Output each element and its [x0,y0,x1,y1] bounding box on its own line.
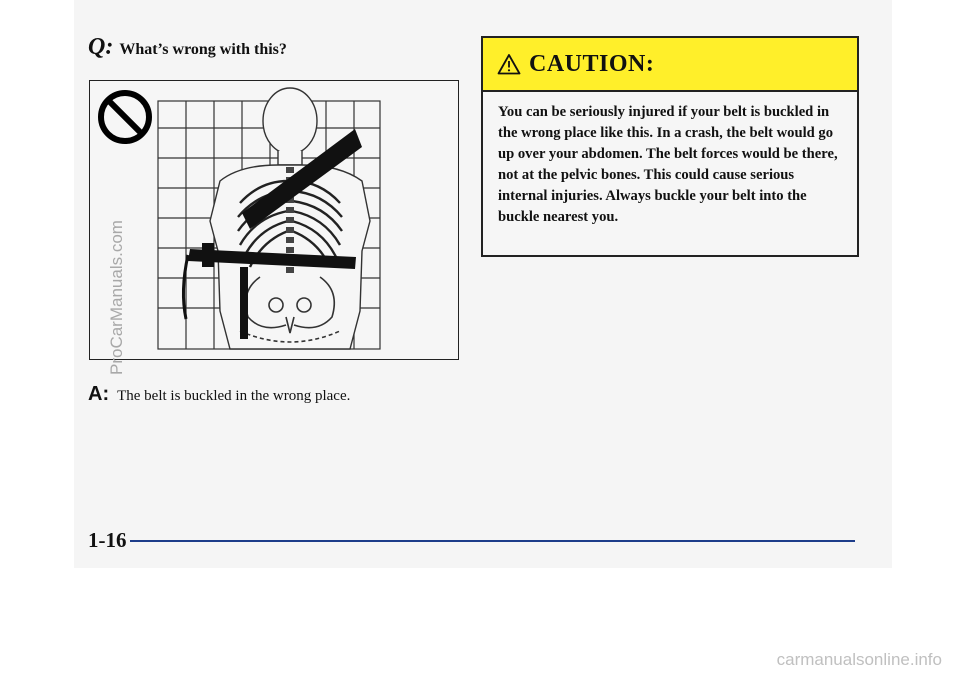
answer-text: The belt is buckled in the wrong place. [117,388,351,404]
skeleton-diagram [90,81,458,359]
prohibited-icon [101,93,149,141]
caution-text: You can be seriously injured if your belt is buckled in the wrong place like this. In a crash, the belt would go up over your abdomen. The belt forces would be there, not at the pelvic bones. This could cause serious internal injuries. Always buckle your belt into the buckle nearest you. [498,104,838,225]
bottom-watermark: carmanualsonline.info [776,650,942,669]
answer-label: A: [88,383,110,405]
torso-figure [210,88,370,349]
question-label: Q: [88,34,114,60]
warning-triangle-icon [497,53,521,75]
page-number: 1-16 [88,528,127,552]
footer-rule [130,540,855,542]
question-line [88,34,287,61]
question-text: What’s wrong with this? [119,41,287,58]
caution-box [481,36,859,257]
caution-header [483,38,857,92]
seatbelt-illustration [89,80,459,360]
answer-line [88,383,350,406]
side-watermark: ProCarManuals.com [107,220,126,375]
caution-title: CAUTION: [529,50,655,77]
